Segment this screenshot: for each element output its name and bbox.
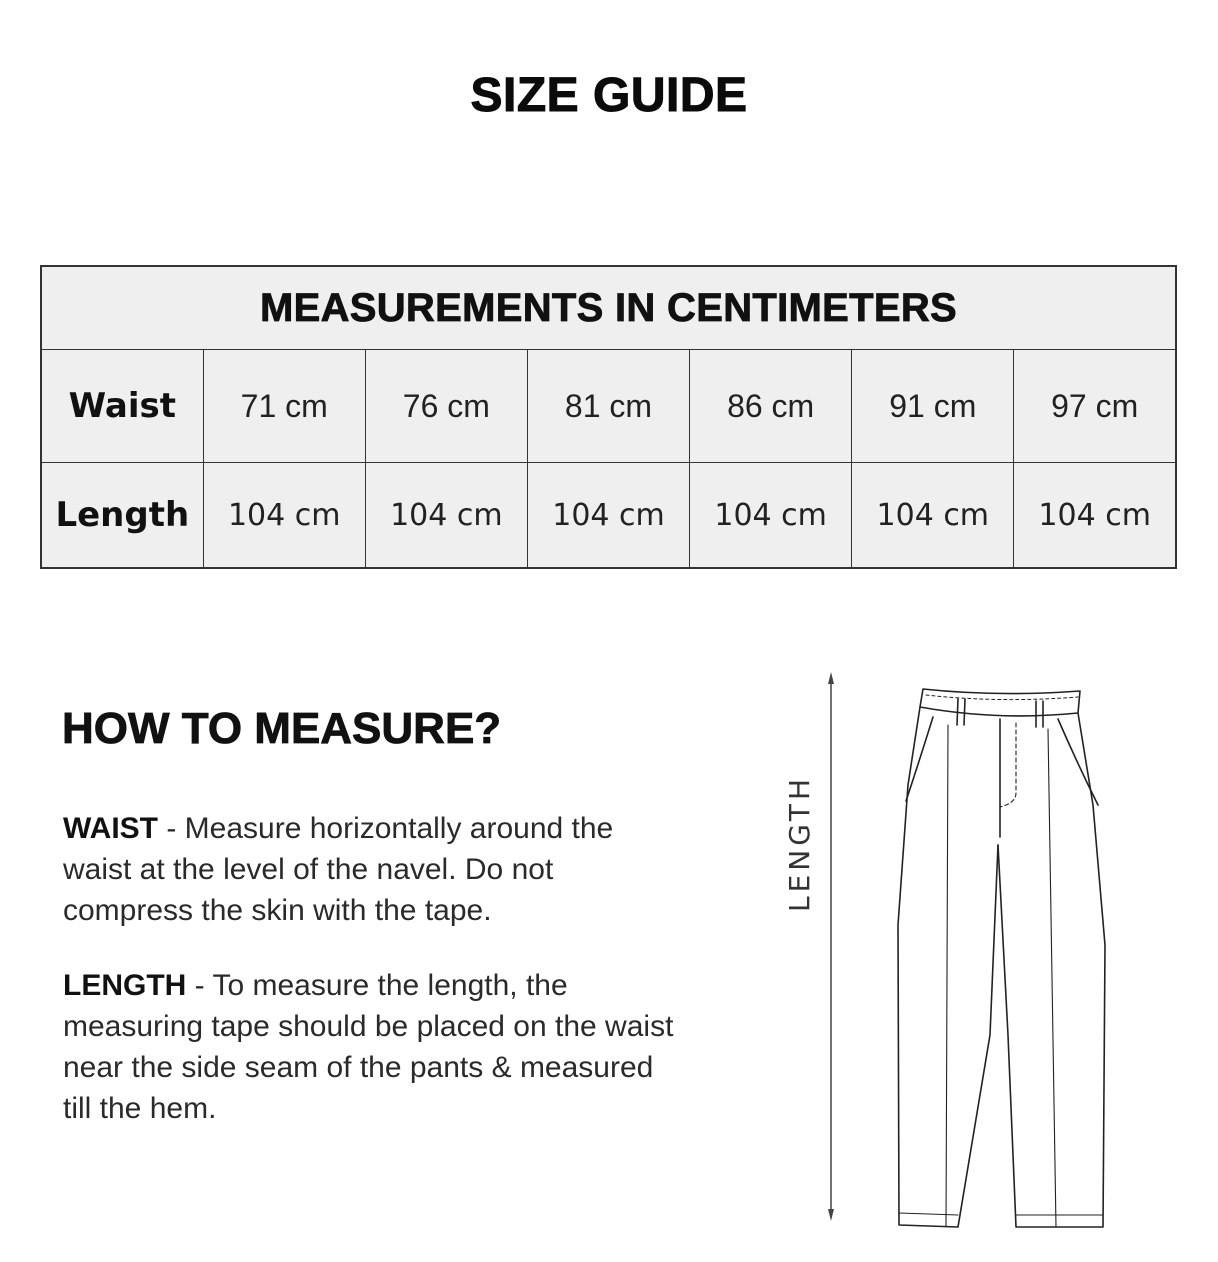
length-term: LENGTH — [63, 969, 187, 1002]
row-label-waist: Waist — [41, 350, 203, 463]
size-table — [40, 265, 1177, 565]
length-instruction — [63, 965, 683, 1129]
length-instruction-text: - To measure the length, the measuring tape should be placed on the waist near the side seam of the pants & measured till the hem. — [63, 969, 674, 1125]
waist-value: 97 cm — [1014, 350, 1176, 463]
table-row-waist — [41, 350, 1176, 463]
length-value: 104 cm — [365, 463, 527, 569]
trousers-sketch-icon — [888, 685, 1113, 1235]
length-value: 104 cm — [690, 463, 852, 569]
waist-value: 71 cm — [203, 350, 365, 463]
waist-value: 76 cm — [365, 350, 527, 463]
how-to-measure-heading: HOW TO MEASURE? — [62, 704, 502, 753]
length-axis-label: LENGTH — [783, 774, 816, 912]
waist-instruction — [63, 808, 683, 931]
waist-value: 91 cm — [852, 350, 1014, 463]
table-row-length — [41, 463, 1176, 569]
waist-value: 86 cm — [690, 350, 852, 463]
length-value: 104 cm — [203, 463, 365, 569]
length-arrow-icon — [816, 670, 846, 1225]
page-title: SIZE GUIDE — [470, 69, 748, 122]
table-caption: MEASUREMENTS IN CENTIMETERS — [41, 266, 1176, 350]
waist-term: WAIST — [63, 812, 158, 845]
length-value: 104 cm — [852, 463, 1014, 569]
length-value: 104 cm — [1014, 463, 1176, 569]
row-label-length: Length — [41, 463, 203, 569]
waist-value: 81 cm — [527, 350, 689, 463]
length-value: 104 cm — [527, 463, 689, 569]
waist-instruction-text: - Measure horizontally around the waist at the level of the navel. Do not compress the skin with the tape. — [63, 812, 614, 927]
